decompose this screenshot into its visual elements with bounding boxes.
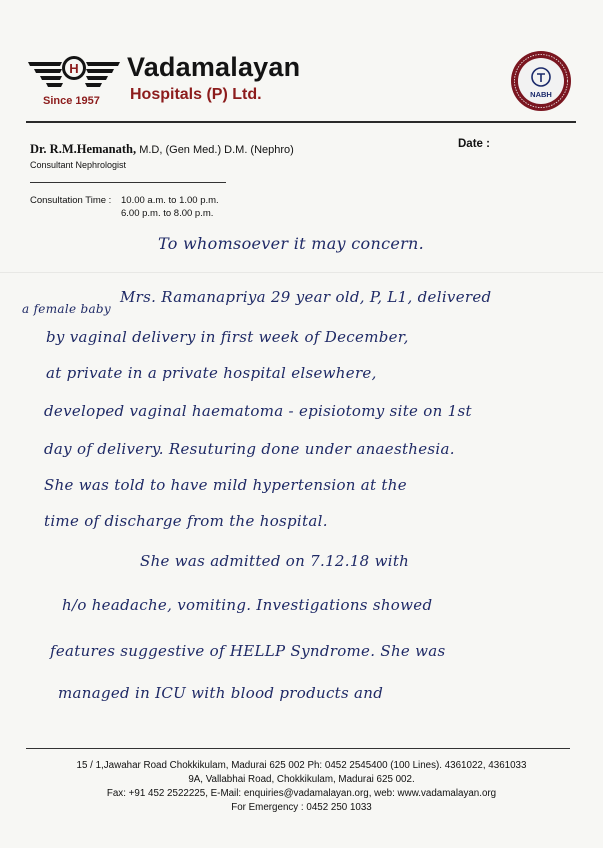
- doctor-name: Dr. R.M.Hemanath, M.D, (Gen Med.) D.M. (Nephro): [30, 142, 294, 156]
- letter-line: by vaginal delivery in first week of December,: [46, 328, 409, 346]
- nabh-seal-icon: [510, 50, 572, 112]
- letter-line: features suggestive of HELLP Syndrome. She was: [50, 642, 446, 660]
- letter-line: Mrs. Ramanapriya 29 year old, P, L1, delivered: [120, 288, 492, 306]
- svg-text:H: H: [69, 61, 79, 76]
- letter-line: h/o headache, vomiting. Investigations showed: [62, 596, 433, 614]
- letter-salutation: To whomsoever it may concern.: [158, 234, 425, 253]
- letter-line: at private in a private hospital elsewhere,: [46, 364, 377, 382]
- footer-address-2: 9A, Vallabhai Road, Chokkikulam, Madurai 625 002.: [188, 774, 415, 785]
- svg-text:NABH: NABH: [530, 90, 552, 99]
- doctor-divider: [30, 182, 226, 183]
- letter-insert: a female baby: [22, 302, 111, 316]
- footer-contact: Fax: +91 452 2522225, E-Mail: enquiries@vadamalayan.org, web: www.vadamalayan.org: [106, 788, 497, 799]
- since-year: Since 1957: [43, 95, 100, 107]
- letter-line: She was told to have mild hypertension at the: [44, 476, 407, 494]
- date-label: Date :: [458, 138, 490, 150]
- doctor-role: Consultant Nephrologist: [30, 160, 127, 170]
- header-divider: [26, 121, 576, 123]
- paper-fold: [0, 272, 603, 273]
- letter-line: She was admitted on 7.12.18 with: [140, 552, 410, 570]
- letter-line: day of delivery. Resuturing done under anaesthesia.: [44, 440, 455, 458]
- brand-name: Vadamalayan: [127, 52, 301, 82]
- footer-divider: [26, 748, 570, 749]
- letter-line: managed in ICU with blood products and: [58, 684, 384, 702]
- letter-line: developed vaginal haematoma - episiotomy site on 1st: [44, 402, 472, 420]
- footer-address: 15 / 1,Jawahar Road Chokkikulam, Madurai 625 002 Ph: 0452 2545400 (100 Lines). 4361022, 4361033: [76, 760, 527, 771]
- footer-emergency: For Emergency : 0452 250 1033: [231, 802, 372, 813]
- brand-subtitle: Hospitals (P) Ltd.: [130, 86, 262, 103]
- consultation-time: Consultation Time : 10.00 a.m. to 1.00 p.m. 6.00 p.m. to 8.00 p.m.: [30, 195, 219, 219]
- letter-line: time of discharge from the hospital.: [44, 512, 328, 530]
